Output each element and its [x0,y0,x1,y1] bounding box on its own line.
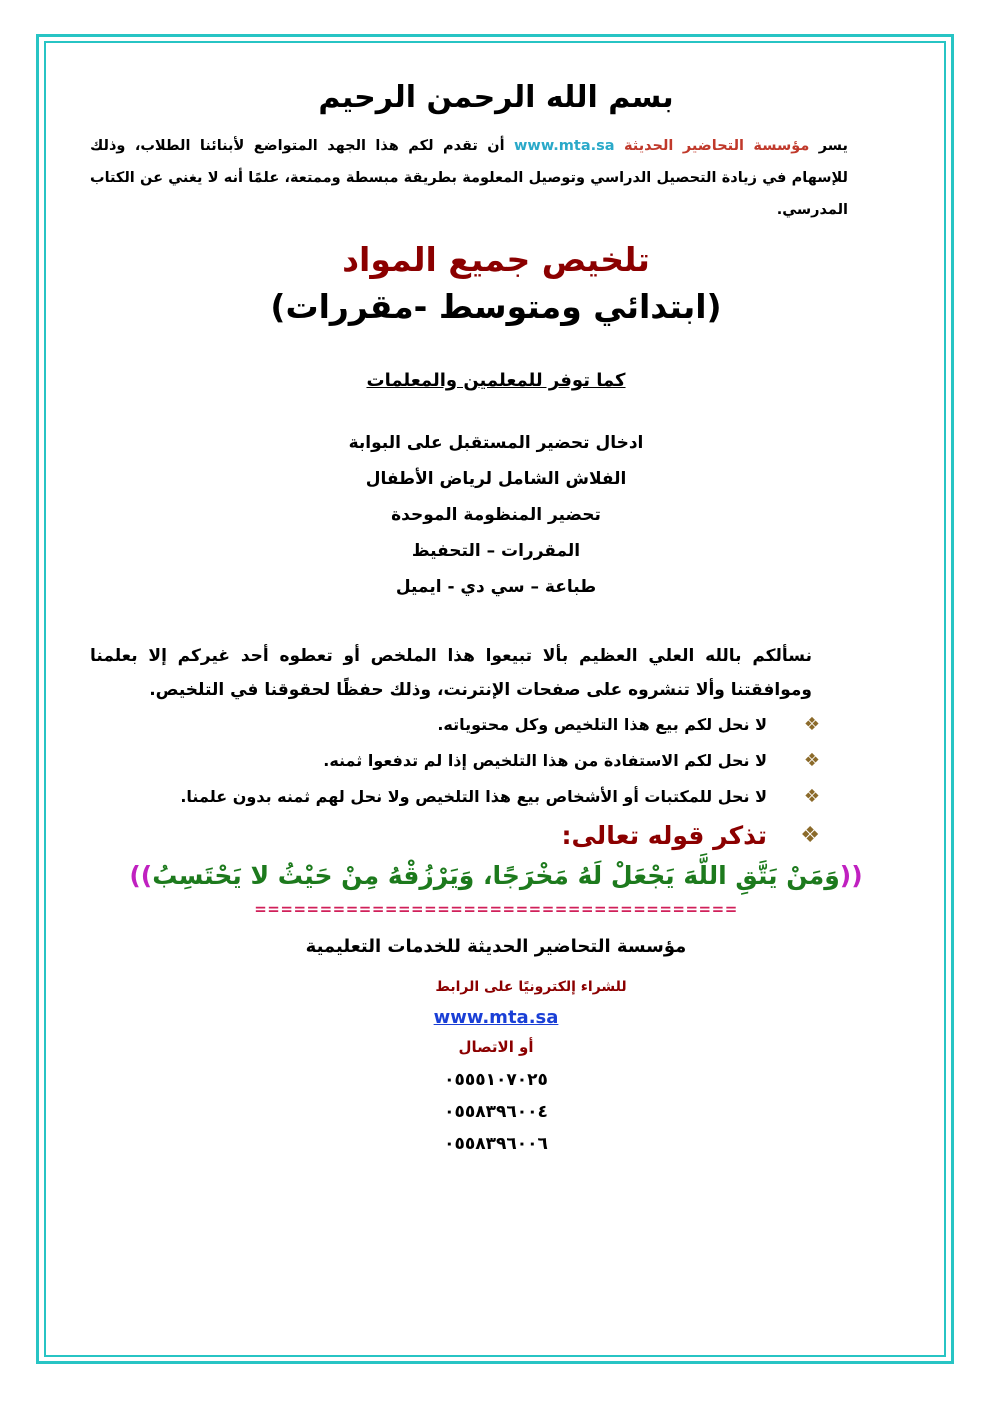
rule-item [90,779,902,815]
intro-paragraph [90,130,902,226]
service-item: الفلاش الشامل لرياض الأطفال [365,469,627,489]
footer-site-link[interactable]: www.mta.sa [433,1007,559,1028]
service-item: ادخال تحضير المستقبل على البوابة [348,433,644,453]
intro-prefix: يسر [809,137,848,154]
diamond-bullet-icon: ❖ [803,714,820,735]
basmala-heading: بسم الله الرحمن الرحيم [318,80,674,115]
verse-text: وَمَنْ يَتَّقِ اللَّهَ يَجْعَلْ لَهُ مَخْرَجًا، وَيَرْزُقْهُ مِنْ حَيْثُ لا يَحْتَسِبُ [152,861,840,890]
rule-item [90,743,902,779]
rule-item [90,707,902,743]
footer-site-row [90,1007,902,1028]
intro-site-link[interactable]: www.mta.sa [514,137,615,154]
main-title: تلخيص جميع المواد [342,240,650,279]
phone-number[interactable]: ٠٥٥٨٣٩٦٠٠٦ [444,1134,548,1154]
rule-text: لا نحل لكم الاستفادة من هذا التلخيص إذا لم تدفعوا ثمنه. [323,751,767,770]
diamond-bullet-icon: ❖ [800,823,820,848]
diamond-bullet-icon: ❖ [803,750,820,771]
diamond-bullet-icon: ❖ [803,786,820,807]
sub-title: (ابتدائي ومتوسط -مقررات) [270,287,722,326]
intro-body: أن تقدم لكم هذا الجهد المتواضع لأبنائنا الطلاب، وذلك للإسهام في زيادة التحصيل الدراسي وتوصيل المعلومة بطريقة مبسطة وممتعة، علمًا أنه لا يغني عن الكتاب المدرسي. [90,137,848,218]
rules-list [90,707,902,815]
intro-org-name: مؤسسة التحاضير الحديثة [624,137,810,154]
divider-line: ===================================== [254,900,738,918]
service-item: تحضير المنظومة الموحدة [391,505,601,525]
verse-open-paren: (( [839,861,863,890]
remember-text: تذكر قوله تعالى: [561,821,767,850]
offer-heading: كما توفر للمعلمين والمعلمات [366,370,626,391]
buy-online-text: للشراء إلكترونيًا على الرابط [435,979,627,995]
services-list [90,425,902,605]
rule-text: لا نحل لكم بيع هذا التلخيص وكل محتوياته. [437,715,767,734]
phone-number[interactable]: ٠٥٥٥١٠٧٠٢٥ [444,1070,548,1090]
remember-heading [90,815,902,857]
plea-paragraph: نسألكم بالله العلي العظيم بألا تبيعوا هذا الملخص أو تعطوه أحد غيركم إلا بعلمنا وموافقتنا وألا تنشروه على صفحات الإنترنت، وذلك حفظًا لحقوقنا في التلخيص. [90,646,812,700]
quran-verse [90,861,902,890]
service-item: طباعة – سي دي - ايميل [395,577,597,597]
service-item: المقررات – التحفيظ [411,541,581,561]
phone-number[interactable]: ٠٥٥٨٣٩٦٠٠٤ [444,1102,548,1122]
foundation-name: مؤسسة التحاضير الحديثة للخدمات التعليمية [305,936,687,957]
phone-list [90,1064,902,1160]
document-page [90,70,902,1160]
verse-close-paren: )) [129,861,153,890]
rule-text: لا نحل للمكتبات أو الأشخاص بيع هذا التلخيص ولا نحل لهم ثمنه بدون علمنا. [180,787,767,806]
or-contact-text: أو الاتصال [458,1038,534,1056]
